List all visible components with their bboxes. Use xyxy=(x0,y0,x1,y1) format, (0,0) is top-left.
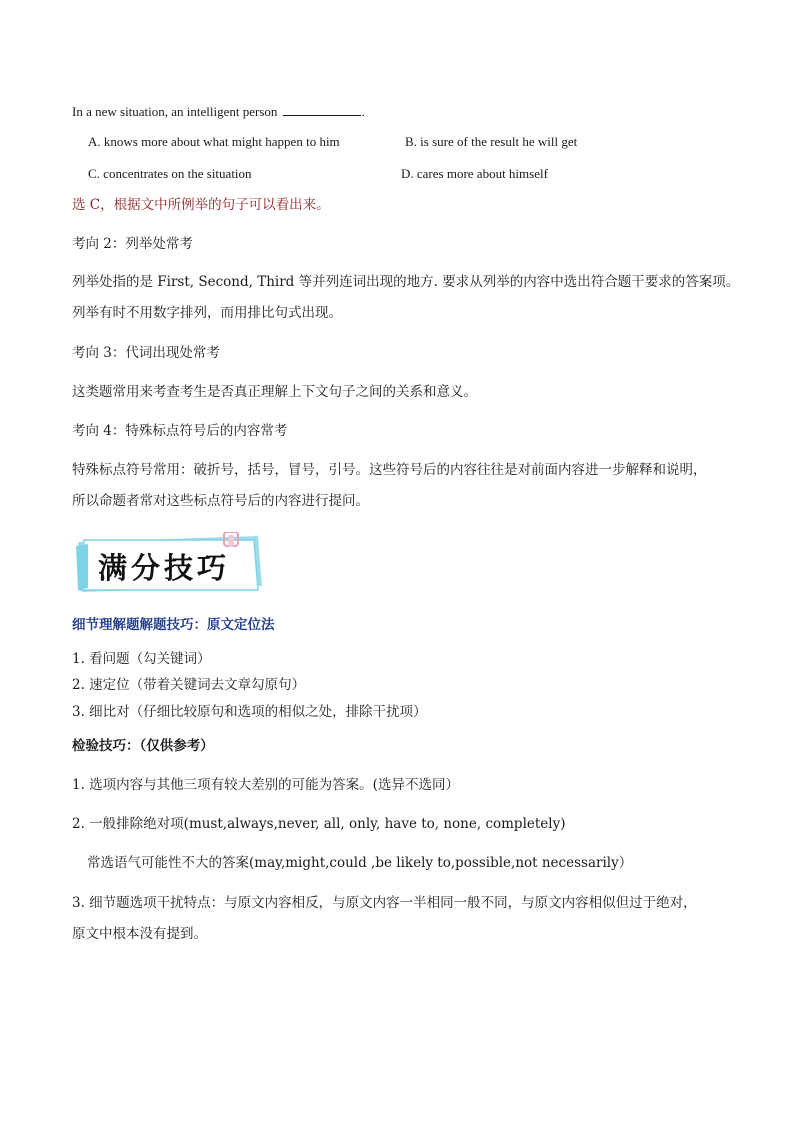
check-item-3-line1: 3. 细节题选项干扰特点：与原文内容相反，与原文内容一半相同一般不同，与原文内容相似但过于绝对， xyxy=(72,895,697,911)
option-d xyxy=(401,165,548,183)
check-item-1: 1. 选项内容与其他三项有较大差别的可能为答案。(选异不选同） xyxy=(72,777,459,793)
question-stem-end: . xyxy=(361,104,365,119)
tips-step-1: 1. 看问题（勾关键词） xyxy=(72,651,211,667)
option-a-text: knows more about what might happen to him xyxy=(103,134,340,149)
check-item-2b: 常选语气可能性不大的答案(may,might,could ,be likely to,possible,not necessarily） xyxy=(87,855,633,871)
option-d-letter: D. xyxy=(401,166,414,181)
k2-line2: 列举有时不用数字排列，而用排比句式出现。 xyxy=(72,305,342,321)
k2-line1: 列举处指的是 First, Second, Third 等并列连词出现的地方. 要求从列举的内容中选出符合题干要求的答案项。 xyxy=(72,274,740,290)
full-score-tips-banner xyxy=(74,532,264,596)
option-a xyxy=(88,133,340,151)
k4-title: 考向 4：特殊标点符号后的内容常考 xyxy=(72,423,288,439)
answer-explanation: 选 C，根据文中所例举的句子可以看出来。 xyxy=(72,197,330,213)
option-c xyxy=(88,165,252,183)
banner-title: 满分技巧 xyxy=(98,551,231,585)
check-heading: 检验技巧：（仅供参考） xyxy=(72,738,214,754)
option-d-text: cares more about himself xyxy=(416,166,548,181)
option-c-letter: C. xyxy=(88,166,100,181)
check-item-3-line2: 原文中根本没有提到。 xyxy=(72,926,207,942)
tips-step-3: 3. 细比对（仔细比较原句和选项的相似之处，排除干扰项） xyxy=(72,704,427,720)
option-b xyxy=(405,133,577,151)
k3-line1: 这类题常用来考查考生是否真正理解上下文句子之间的关系和意义。 xyxy=(72,384,477,400)
k3-title: 考向 3：代词出现处常考 xyxy=(72,345,220,361)
question-stem xyxy=(72,103,365,121)
option-a-letter: A. xyxy=(88,134,101,149)
check-item-2: 2. 一般排除绝对项(must,always,never, all, only, have to, none, completely) xyxy=(72,816,566,832)
tips-step-2: 2. 速定位（带着关键词去文章勾原句） xyxy=(72,677,306,693)
k2-title: 考向 2：列举处常考 xyxy=(72,236,193,252)
tips-heading: 细节理解题解题技巧：原文定位法 xyxy=(72,617,275,633)
k4-line1: 特殊标点符号常用：破折号，括号，冒号，引号。这些符号后的内容往往是对前面内容进一步解释和说明， xyxy=(72,462,707,478)
question-stem-text: In a new situation, an intelligent person xyxy=(72,104,278,119)
option-c-text: concentrates on the situation xyxy=(103,166,252,181)
answer-blank xyxy=(283,103,361,116)
k4-line2: 所以命题者常对这些标点符号后的内容进行提问。 xyxy=(72,493,369,509)
option-b-letter: B. xyxy=(405,134,417,149)
option-b-text: is sure of the result he will get xyxy=(420,134,578,149)
